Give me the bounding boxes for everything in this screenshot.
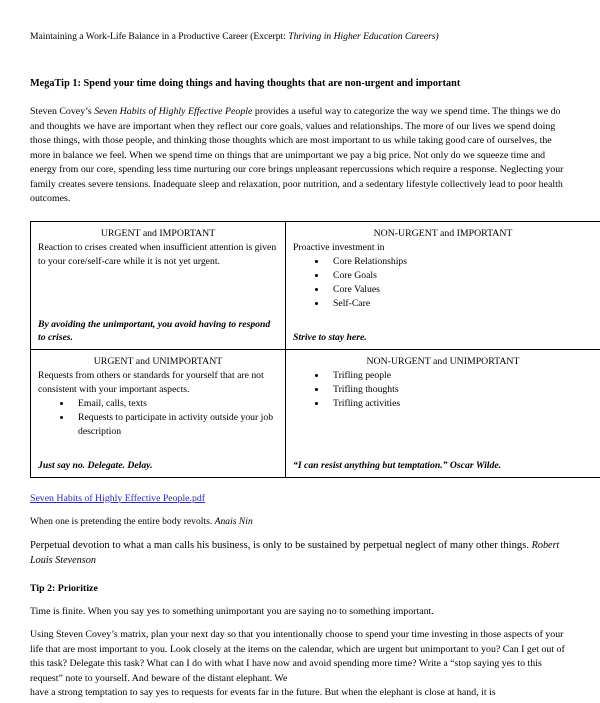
matrix-cell-nonurgent-unimportant [286, 349, 600, 477]
list-item: • Trifling activities [327, 397, 593, 411]
quadrant-bullet-list [293, 369, 593, 411]
intro-part-1: Steven Covey’s [30, 106, 95, 117]
quadrant-body: Proactive investment in [293, 241, 385, 253]
quadrant-body: Requests from others or standards for yourself that are not consistent with your important aspects. [38, 369, 264, 395]
quadrant-heading: NON-URGENT and UNIMPORTANT [366, 355, 520, 367]
matrix-cell-nonurgent-important [286, 221, 600, 349]
tip2-heading: Tip 2: Prioritize [30, 582, 98, 594]
quadrant-filler [293, 311, 593, 332]
quadrant-heading: URGENT and IMPORTANT [100, 227, 216, 239]
intro-part-2: provides a useful way to categorize the way we spend time. The things we do and thoughts we have are important when they reflect our core goals, values and relationships. The more of our lives we spend doing those things, with those people, and thinking those thoughts which are most important to us while taking good care of ourselves, the more in balance we feel. When we spend time on things that are unimportant we pay a big price. Not only do we squeeze time and energy from our core, spending less time nurturing our core brings unpleasant repercussions which require a response. Neglecting your family creates severe tensions. Inadequate sleep and relaxation, poor nutrition, and a sedentary lifestyle collectively lead to poor health outcomes. [30, 106, 564, 204]
quote-text: When one is pretending the entire body revolts. [30, 515, 213, 527]
tip2-paragraph-2-clipped: have a strong temptation to say yes to requests for events far in the future. But when the elephant is close at hand, it is [30, 687, 496, 697]
list-item: • Trifling people [327, 369, 593, 383]
quadrant-filler [38, 269, 278, 318]
megatip-spacer [30, 91, 570, 105]
list-item: • Email, calls, texts [72, 397, 278, 411]
matrix-row-top [31, 221, 600, 349]
tip2-spacer-1 [30, 596, 570, 605]
megatip-heading: MegaTip 1: Spend your time doing things and having thoughts that are non-urgent and important [30, 78, 461, 89]
tip2-paragraph-1: Time is finite. When you say yes to something unimportant you are saying no to something important. [30, 605, 434, 617]
quote-stevenson [30, 538, 570, 568]
quote-attribution: Anais Nin [214, 515, 253, 527]
quote-spacer-1 [30, 529, 570, 538]
list-item: • Self-Care [327, 297, 593, 311]
list-item: • Core Relationships [327, 255, 593, 269]
document-header-title-main: Maintaining a Work-Life Balance in a Productive Career (Excerpt: [30, 31, 286, 42]
tip2-spacer-2 [30, 619, 570, 628]
matrix-cell-urgent-unimportant [31, 349, 286, 477]
quadrant-body: Reaction to crises created when insufficient attention is given to your core/self-care while it is not yet urgent. [38, 241, 277, 267]
covey-matrix-table [30, 221, 600, 478]
quote-spacer-2 [30, 568, 570, 582]
post-table-spacer [30, 478, 570, 492]
list-item: • Core Values [327, 283, 593, 297]
quadrant-footer: By avoiding the unimportant, you avoid having to respond to crises. [38, 318, 271, 344]
quadrant-footer: Just say no. Delegate. Delay. [38, 460, 153, 472]
intro-book-title: Seven Habits of Highly Effective People [94, 106, 253, 117]
quote-anais-nin [30, 515, 570, 529]
document-header-title-italic: Thriving in Higher Education Careers) [288, 31, 439, 42]
quadrant-footer: “I can resist anything but temptation.” Oscar Wilde. [293, 460, 502, 472]
document-header-title [30, 30, 570, 43]
quote-text: Perpetual devotion to what a man calls his business, is only to be sustained by perpetual neglect of many other things. [30, 539, 529, 551]
list-item: • Requests to participate in activity outside your job description [72, 411, 278, 439]
matrix-row-bottom [31, 349, 600, 477]
quadrant-heading: URGENT and UNIMPORTANT [93, 355, 223, 367]
quadrant-heading: NON-URGENT and IMPORTANT [373, 227, 513, 239]
list-item: • Core Goals [327, 269, 593, 283]
tip2-paragraph-2: Using Steven Covey’s matrix, plan your next day so that you intentionally choose to spend your time investing in those aspects of your life that are most important to you. Look closely at the items on the calendar, which are urgent but unimportant to you? Can I get out of this task? Delegate this task? What can I do with what I have now and avoid spending more time? Write a “stop saying yes to this request” note to yourself. And beware of the distant elephant. We [30, 629, 565, 684]
quadrant-bullet-list [293, 255, 593, 311]
quadrant-filler [38, 439, 278, 460]
pdf-attachment-link[interactable]: Seven Habits of Highly Effective People.pdf [30, 492, 206, 504]
quadrant-filler [293, 411, 593, 460]
header-spacer [30, 43, 570, 77]
attachment-link-line [30, 492, 570, 506]
quadrant-bullet-list [38, 397, 278, 439]
quadrant-footer: Strive to stay here. [293, 332, 367, 344]
quote-attribution: Robert Louis Stevenson [30, 539, 560, 566]
intro-paragraph [30, 105, 570, 207]
matrix-cell-urgent-important [31, 221, 286, 349]
list-item: • Trifling thoughts [327, 383, 593, 397]
link-spacer [30, 506, 570, 515]
